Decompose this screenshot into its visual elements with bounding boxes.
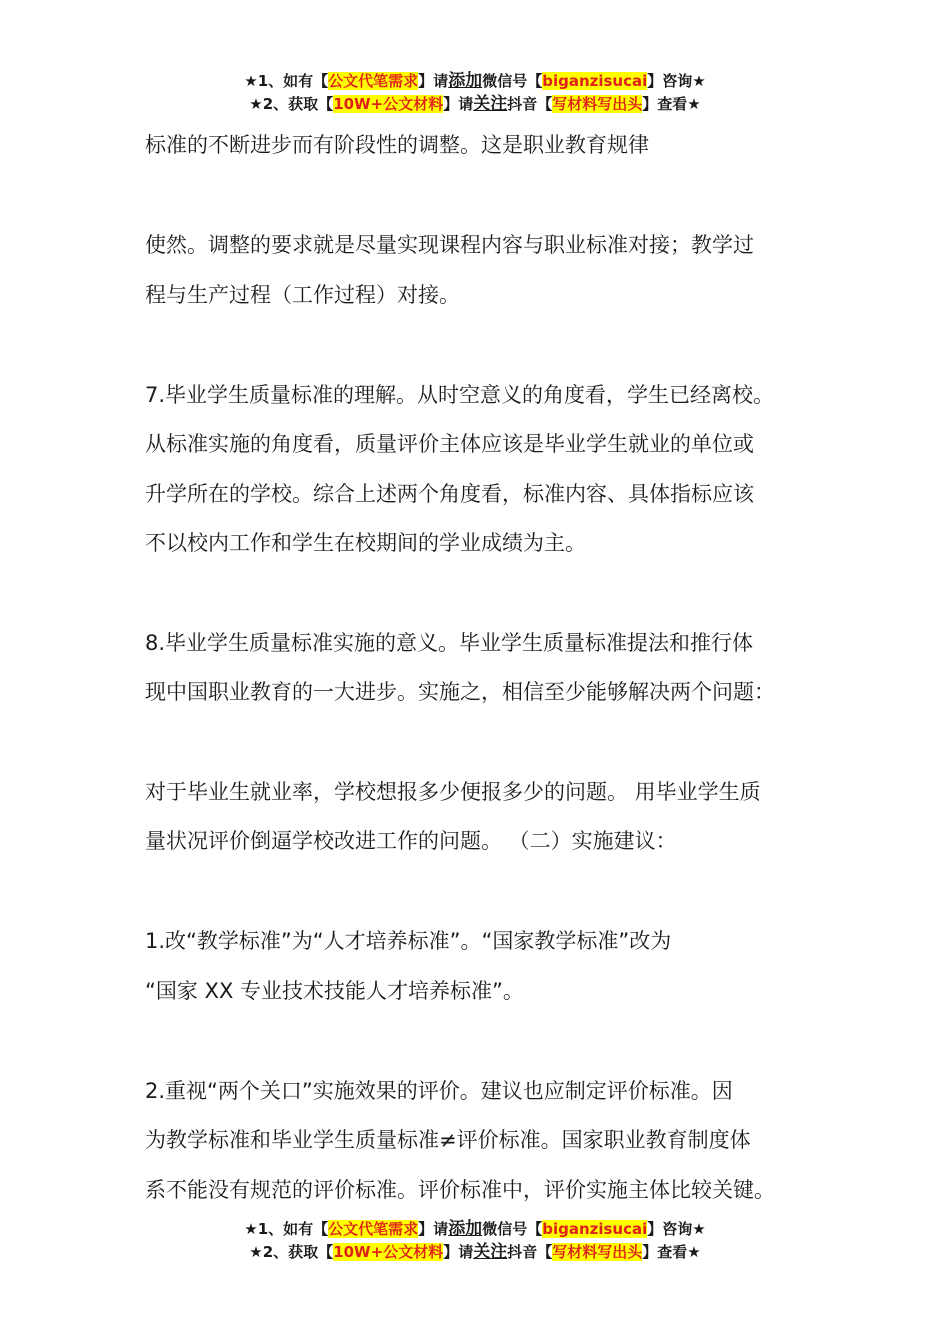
text-line: 程与生产过程（工作过程）对接。 <box>145 283 460 307</box>
text-line: 为教学标准和毕业学生质量标准≠评价标准。国家职业教育制度体 <box>145 1128 751 1152</box>
banner-douyin-account: 写材料写出头 <box>552 1243 643 1261</box>
banner-emphasis: 关注 <box>473 94 508 114</box>
banner-line-2 <box>0 1241 950 1264</box>
banner-highlight: 公文代笔需求 <box>328 72 419 90</box>
banner-line-2 <box>0 93 950 116</box>
banner-highlight: 10W+公文材料 <box>333 95 444 113</box>
banner-emphasis: 关注 <box>473 1242 508 1262</box>
text-line: 现中国职业教育的一大进步。实施之，相信至少能够解决两个问题： <box>145 680 775 704</box>
text-line: 升学所在的学校。综合上述两个角度看，标准内容、具体指标应该 <box>145 482 754 506</box>
banner-wechat-id: biganzisucai <box>542 1220 648 1238</box>
banner-wechat-id: biganzisucai <box>542 72 648 90</box>
banner-text: 微信号【 <box>482 1220 543 1238</box>
banner-text: 】咨询★ <box>647 1220 706 1238</box>
text-line: 7.毕业学生质量标准的理解。从时空意义的角度看，学生已经离校。 <box>145 383 775 407</box>
text-line: 2.重视“两个关口”实施效果的评价。建议也应制定评价标准。因 <box>145 1079 733 1103</box>
banner-text: ★2、获取【 <box>249 1243 334 1261</box>
banner-emphasis: 添加 <box>448 71 483 91</box>
text-line: 对于毕业生就业率，学校想报多少便报多少的问题。 用毕业学生质 <box>145 780 761 804</box>
banner-emphasis: 添加 <box>448 1219 483 1239</box>
banner-text: 微信号【 <box>482 72 543 90</box>
banner-douyin-account: 写材料写出头 <box>552 95 643 113</box>
text-line: “国家 XX 专业技术技能人才培养标准”。 <box>145 979 524 1003</box>
banner-line-1 <box>0 1218 950 1241</box>
banner-text: 】请 <box>443 1243 474 1261</box>
banner-text: 】查看★ <box>642 1243 701 1261</box>
banner-text: 】查看★ <box>642 95 701 113</box>
header-banner <box>0 70 950 116</box>
banner-text: 】请 <box>418 72 449 90</box>
banner-text: ★1、如有【 <box>244 72 329 90</box>
banner-highlight: 公文代笔需求 <box>328 1220 419 1238</box>
text-line: 不以校内工作和学生在校期间的学业成绩为主。 <box>145 531 586 555</box>
banner-text: 抖音【 <box>507 1243 553 1261</box>
footer-banner <box>0 1218 950 1264</box>
banner-highlight: 10W+公文材料 <box>333 1243 444 1261</box>
banner-text: ★1、如有【 <box>244 1220 329 1238</box>
text-line: 标准的不断进步而有阶段性的调整。这是职业教育规律 <box>145 133 649 157</box>
text-line: 1.改“教学标准”为“人才培养标准”。“国家教学标准”改为 <box>145 929 672 953</box>
text-line: 系不能没有规范的评价标准。评价标准中，评价实施主体比较关键。 <box>145 1178 775 1202</box>
text-line: 量状况评价倒逼学校改进工作的问题。 （二）实施建议： <box>145 829 677 853</box>
text-line: 从标准实施的角度看，质量评价主体应该是毕业学生就业的单位或 <box>145 432 754 456</box>
banner-text: 抖音【 <box>507 95 553 113</box>
banner-line-1 <box>0 70 950 93</box>
banner-text: 】请 <box>418 1220 449 1238</box>
text-line: 8.毕业学生质量标准实施的意义。毕业学生质量标准提法和推行体 <box>145 631 754 655</box>
banner-text: 】咨询★ <box>647 72 706 90</box>
text-line: 使然。调整的要求就是尽量实现课程内容与职业标准对接；教学过 <box>145 233 754 257</box>
banner-text: ★2、获取【 <box>249 95 334 113</box>
banner-text: 】请 <box>443 95 474 113</box>
